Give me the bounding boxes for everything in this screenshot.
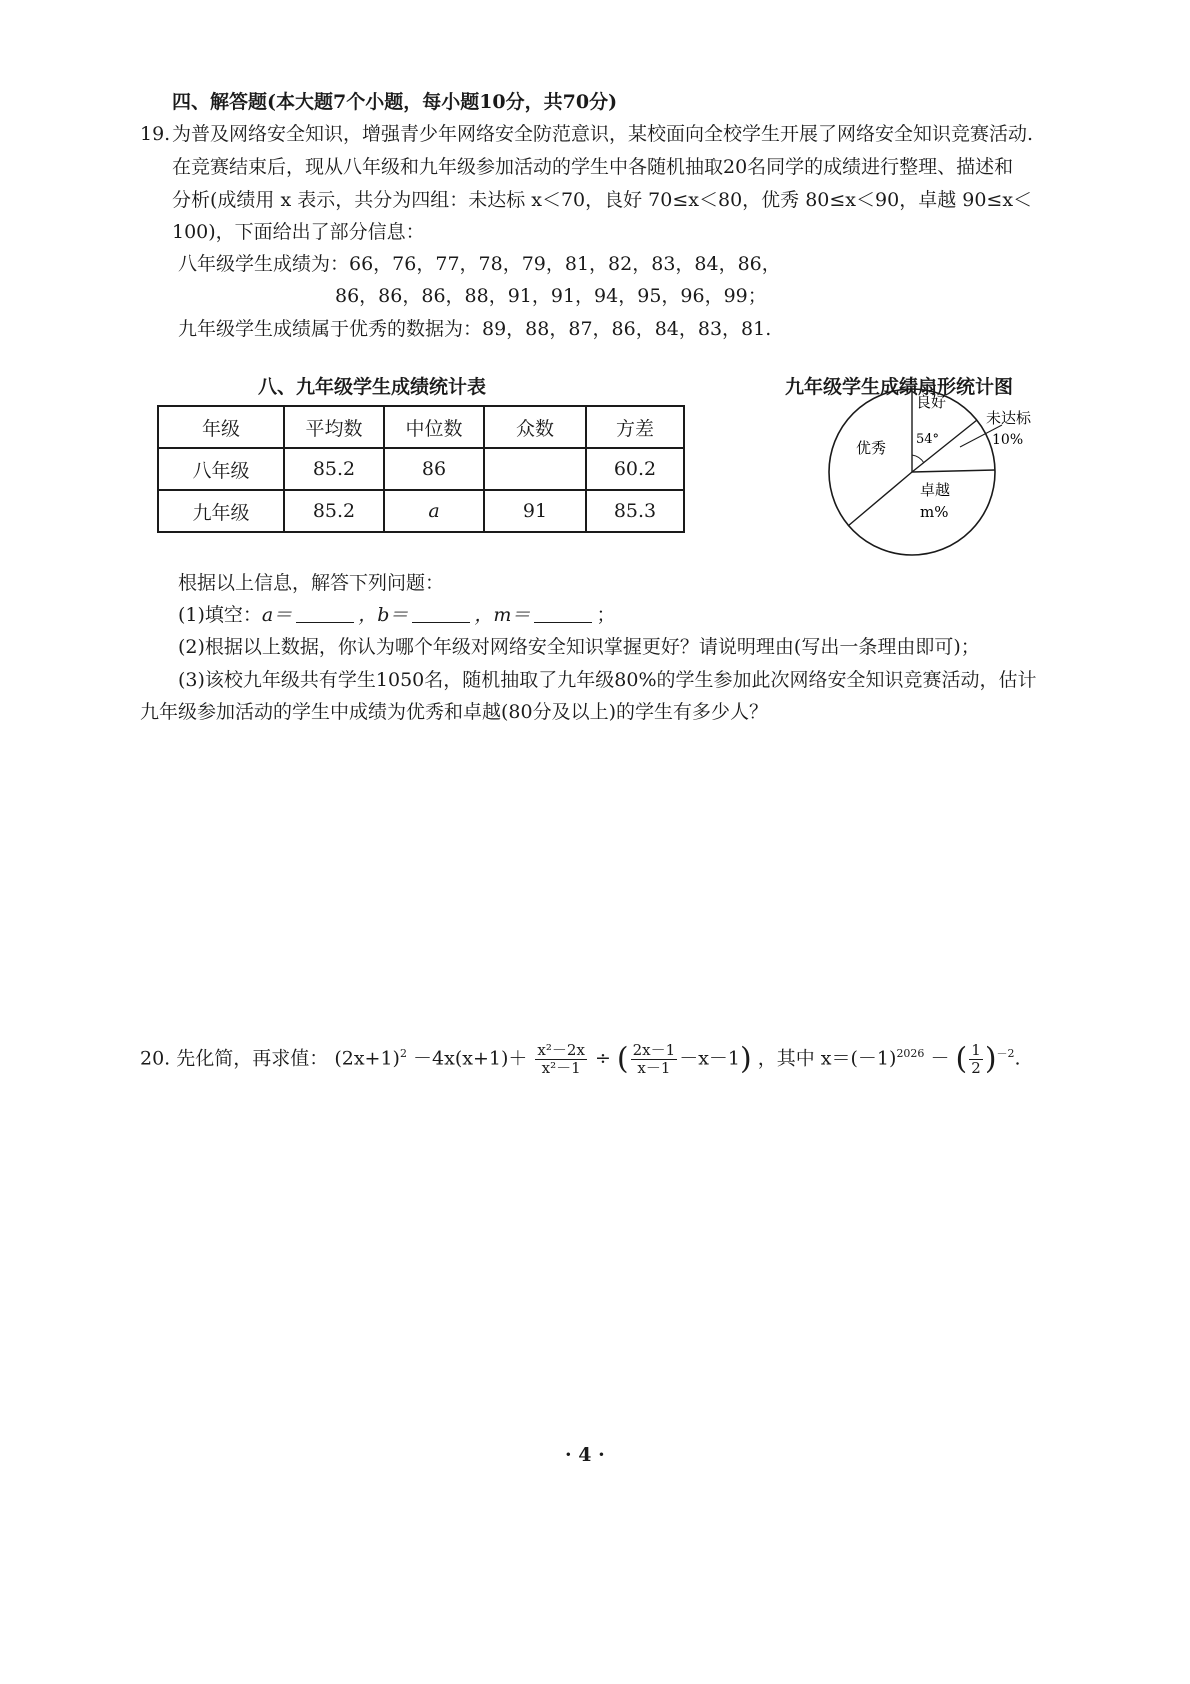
grade8-scores-line2: 86，86，86，88，91，91，94，95，96，99； xyxy=(335,285,767,307)
q19-part2: (2)根据以上数据，你认为哪个年级对网络安全知识掌握更好？请说明理由(写出一条理由即可)； xyxy=(178,636,980,658)
exp-neg2: －2 xyxy=(996,1047,1015,1060)
q19-number: 19. xyxy=(140,123,171,145)
div-sign: ÷ xyxy=(594,1047,611,1070)
table-header-cell: 平均数 xyxy=(284,406,384,448)
pie-label-fail-pct: 10% xyxy=(992,432,1024,448)
frac1-numerator: x²－2x xyxy=(537,1040,585,1059)
q19-intro-line3: 分析(成绩用 x 表示，共分为四组：未达标 x＜70，良好 70≤x＜80，优秀 80≤x＜90，卓越 90≤x＜ xyxy=(172,189,1033,211)
q19-intro-line4: 100)，下面给出了部分信息： xyxy=(172,221,425,243)
table-cell xyxy=(484,448,586,490)
expr-part3: －x－1 xyxy=(679,1047,740,1070)
table-cell: 85.2 xyxy=(284,448,384,490)
pie-label-angle: 54° xyxy=(916,432,940,447)
half-numerator: 1 xyxy=(971,1040,981,1059)
frac1-denominator: x²－1 xyxy=(541,1058,581,1077)
fraction-1 xyxy=(535,1042,586,1077)
part1-end: ； xyxy=(596,604,616,626)
q20: 20. 先化简，再求值： $(2x+1)^2 -4x(x+1)+$ $\frac{\text{x²－2x}}{\text{x²－1}}$ ÷ ( $\frac{2x-1}{x-1}$ －x－1) ，其中 $x=(-1)^{2026}$ － ( $\frac{1}{2}$ )$^{-2}$. xyxy=(140,1040,1021,1077)
frac2-denominator: x－1 xyxy=(637,1058,671,1077)
q20-text: 先化简，再求值： xyxy=(176,1047,329,1070)
part1-b-label: ，b＝ xyxy=(358,604,409,626)
pie-label-outstanding: 卓越 xyxy=(920,481,951,499)
table-header-cell: 中位数 xyxy=(384,406,484,448)
grade8-scores-line1: 八年级学生成绩为：66，76，77，78，79，81，82，83，84，86， xyxy=(178,253,781,275)
exp-2026: 2026 xyxy=(896,1047,925,1060)
pie-chart-title: 九年级学生成绩扇形统计图 xyxy=(785,376,1014,398)
fraction-half xyxy=(969,1042,983,1077)
grade9-excellent-scores: 九年级学生成绩属于优秀的数据为：89，88，87，86，84，83，81. xyxy=(178,318,772,340)
answer-blank-m[interactable] xyxy=(534,604,592,623)
table-cell: 八年级 xyxy=(158,448,284,490)
table-header-row xyxy=(158,406,684,448)
table-cell: 91 xyxy=(484,490,586,532)
table-cell: 85.3 xyxy=(586,490,684,532)
pie-label-excellent: 优秀 xyxy=(856,439,887,457)
table-title: 八、九年级学生成绩统计表 xyxy=(258,376,487,398)
part1-m-label: ，m＝ xyxy=(474,604,531,626)
frac2-numerator: 2x－1 xyxy=(632,1040,676,1059)
section-header: 四、解答题(本大题7个小题，每小题10分，共70分) xyxy=(172,91,618,113)
page-number: · 4 · xyxy=(565,1444,605,1466)
answer-blank-b[interactable] xyxy=(412,604,470,623)
table-header-cell: 年级 xyxy=(158,406,284,448)
pie-divider-fail xyxy=(912,470,995,472)
pie-chart xyxy=(820,385,1032,560)
expr-part1: (2x+1) xyxy=(334,1047,400,1070)
pie-label-outstanding-pct: m% xyxy=(920,503,949,521)
table-cell: 九年级 xyxy=(158,490,284,532)
pie-divider-excellent xyxy=(848,472,912,526)
angle-arc xyxy=(912,455,924,463)
q19-part3-line2: 九年级参加活动的学生中成绩为优秀和卓越(80分及以上)的学生有多少人？ xyxy=(140,701,769,723)
q19-intro-line1: 为普及网络安全知识，增强青少年网络安全防范意识，某校面向全校学生开展了网络安全知识竞赛活动. xyxy=(172,123,1034,145)
q19-prompt: 根据以上信息，解答下列问题： xyxy=(178,572,445,594)
fraction-2 xyxy=(631,1042,678,1077)
pie-label-good: 良好 xyxy=(916,393,947,411)
q19-part3-line1: (3)该校九年级共有学生1050名，随机抽取了九年级80%的学生参加此次网络安全知识竞赛活动，估计 xyxy=(178,669,1037,691)
pie-label-fail: 未达标 xyxy=(986,409,1032,427)
table-row xyxy=(158,448,684,490)
q19-intro-line2: 在竞赛结束后，现从八年级和九年级参加活动的学生中各随机抽取20名同学的成绩进行整理、描述和 xyxy=(172,156,1014,178)
q19-part1 xyxy=(178,603,615,627)
where-clause: ，其中 x＝(－1) xyxy=(757,1047,897,1070)
expr-part2: －4x(x+1)＋ xyxy=(413,1047,528,1070)
exp-2: 2 xyxy=(399,1047,407,1060)
table-cell: 86 xyxy=(384,448,484,490)
table-cell: 60.2 xyxy=(586,448,684,490)
half-denominator: 2 xyxy=(971,1058,981,1077)
q20-number: 20. xyxy=(140,1047,171,1070)
answer-blank-a[interactable] xyxy=(296,604,354,623)
table-cell: 85.2 xyxy=(284,490,384,532)
part1-a-label: a＝ xyxy=(261,604,293,626)
q20-end: . xyxy=(1014,1047,1021,1070)
table-header-cell: 方差 xyxy=(586,406,684,448)
table-cell: a xyxy=(384,490,484,532)
table-row xyxy=(158,490,684,532)
part1-prefix: (1)填空： xyxy=(178,604,262,626)
minus-sign: － xyxy=(930,1047,950,1070)
table-header-cell: 众数 xyxy=(484,406,586,448)
stats-table xyxy=(157,405,685,533)
